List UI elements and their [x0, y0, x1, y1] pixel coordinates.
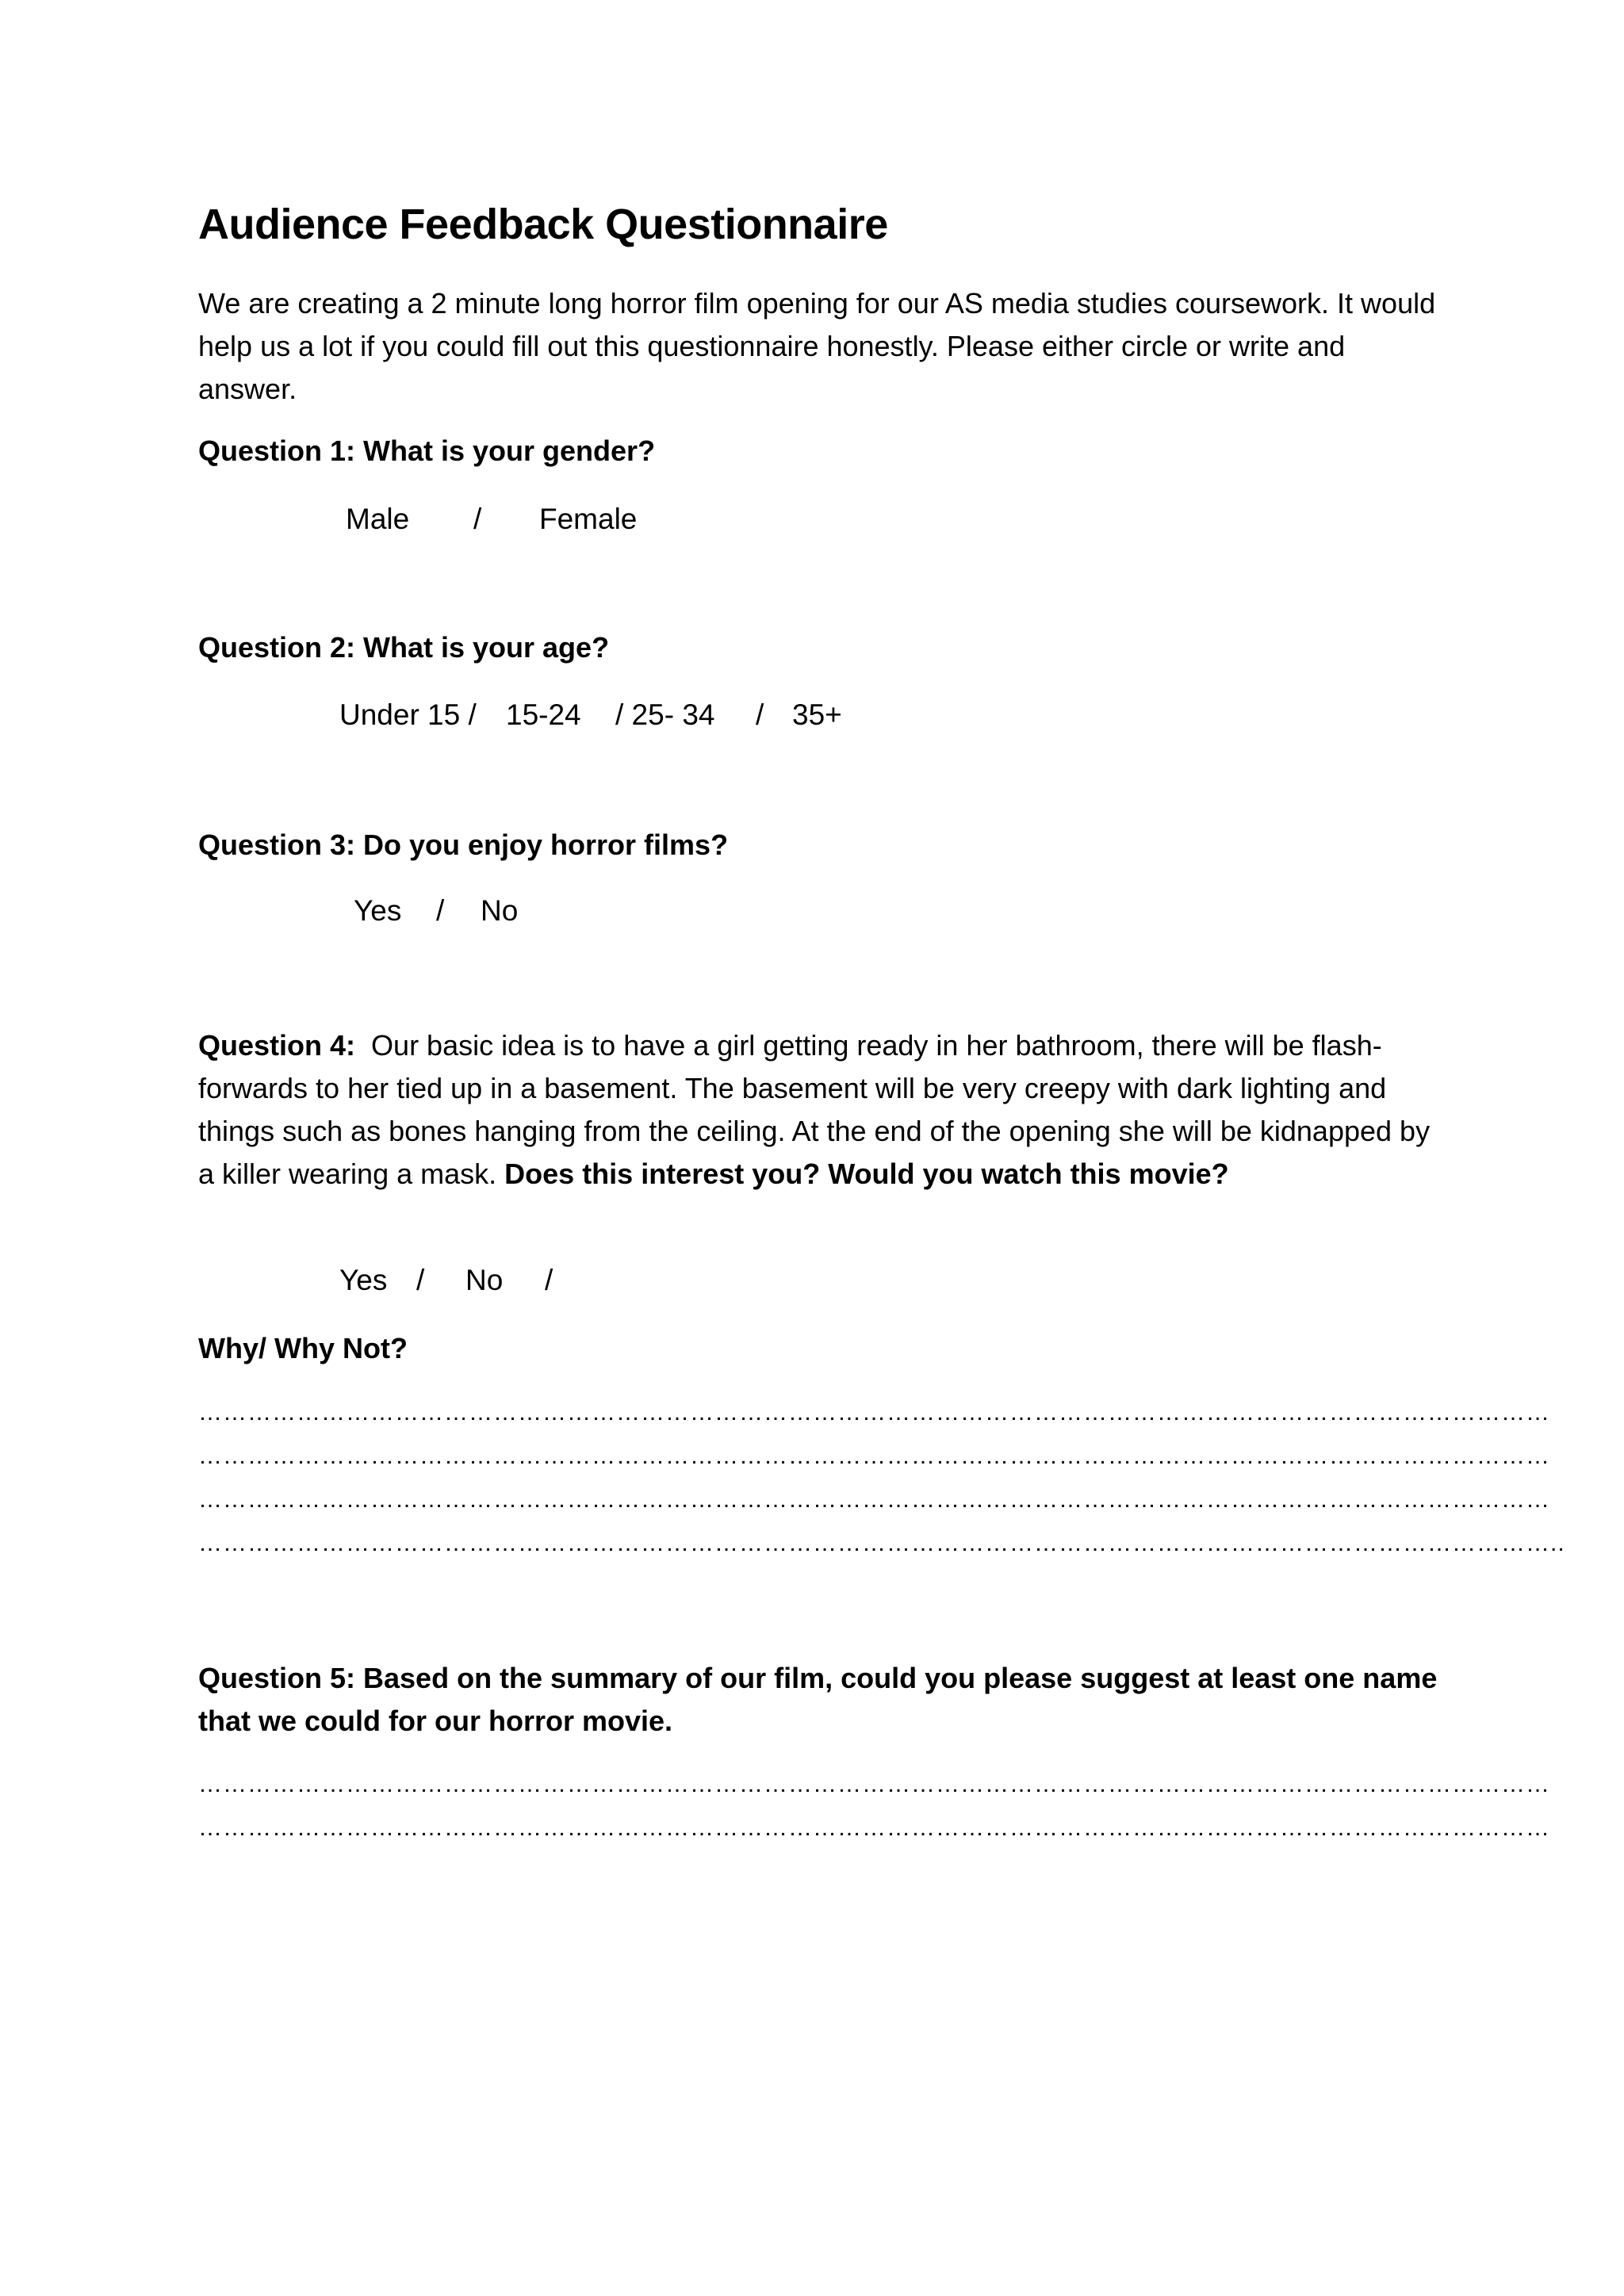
question-4-text: Our basic idea is to have a girl getting ready in her bathroom, there will be flash-forwards to her tied up in a basement. The basement will be very creepy with dark lighting and things such as bones hanging from the ceiling. At the end of the opening she will be kidnapped by a killer wearing a mask. — [198, 1029, 1431, 1190]
question-1-option-male[interactable]: Male — [346, 503, 410, 535]
question-2-option-15-24[interactable]: 15-24 — [506, 698, 581, 731]
question-4-question: Does this interest you? Would you watch this movie? — [504, 1158, 1229, 1190]
question-4-why-label: Why/ Why Not? — [198, 1332, 408, 1364]
question-4-answer-line-3[interactable]: ………………………………………………………………………………………………………………………………………………… — [198, 1487, 1550, 1513]
question-4-option-no[interactable]: No — [465, 1264, 504, 1296]
question-2-option-35-plus[interactable]: 35+ — [792, 698, 842, 731]
question-2-option-25-34[interactable]: / 25- 34 — [615, 698, 715, 731]
question-4-separator-1: / — [416, 1264, 425, 1296]
question-1-option-female[interactable]: Female — [539, 503, 638, 535]
question-3-heading: Question 3: Do you enjoy horror films? — [198, 828, 729, 861]
question-5-answer-line-2[interactable]: ………………………………………………………………………………………………………………………………………………… — [198, 1815, 1550, 1841]
questionnaire-page — [198, 0, 1565, 2296]
question-3-option-no[interactable]: No — [481, 894, 519, 927]
question-1-heading: Question 1: What is your gender? — [198, 434, 656, 467]
question-4-paragraph — [198, 1024, 1435, 1196]
question-3-option-yes[interactable]: Yes — [354, 894, 402, 927]
question-5-heading: Question 5: Based on the summary of our film, could you please suggest at least one name that we could for our horror movie. — [198, 1662, 1438, 1737]
question-2-heading: Question 2: What is your age? — [198, 631, 610, 664]
question-4-answer-line-2[interactable]: ………………………………………………………………………………………………………………………………………………… — [198, 1443, 1550, 1469]
question-4-separator-2: / — [545, 1264, 553, 1296]
question-4-label: Question 4: — [198, 1029, 356, 1062]
page-title: Audience Feedback Questionnaire — [198, 201, 888, 248]
question-2-option-under-15[interactable]: Under 15 / — [339, 698, 477, 731]
question-1-separator: / — [473, 503, 482, 535]
question-3-separator: / — [436, 894, 445, 927]
question-4-answer-line-4[interactable]: ………………………………………………………………………………………………………………………………………………….. — [198, 1530, 1565, 1556]
question-5-answer-line-1[interactable]: ………………………………………………………………………………………………………………………………………………… — [198, 1771, 1550, 1797]
question-4-option-yes[interactable]: Yes — [339, 1264, 388, 1296]
question-2-separator: / — [756, 698, 764, 731]
question-4-answer-line-1[interactable]: ………………………………………………………………………………………………………………………………………………… — [198, 1399, 1550, 1425]
intro-paragraph: We are creating a 2 minute long horror film opening for our AS media studies coursework. It would help us a lot if you could fill out this questionnaire honestly. Please either circle or write and answer. — [198, 287, 1436, 405]
